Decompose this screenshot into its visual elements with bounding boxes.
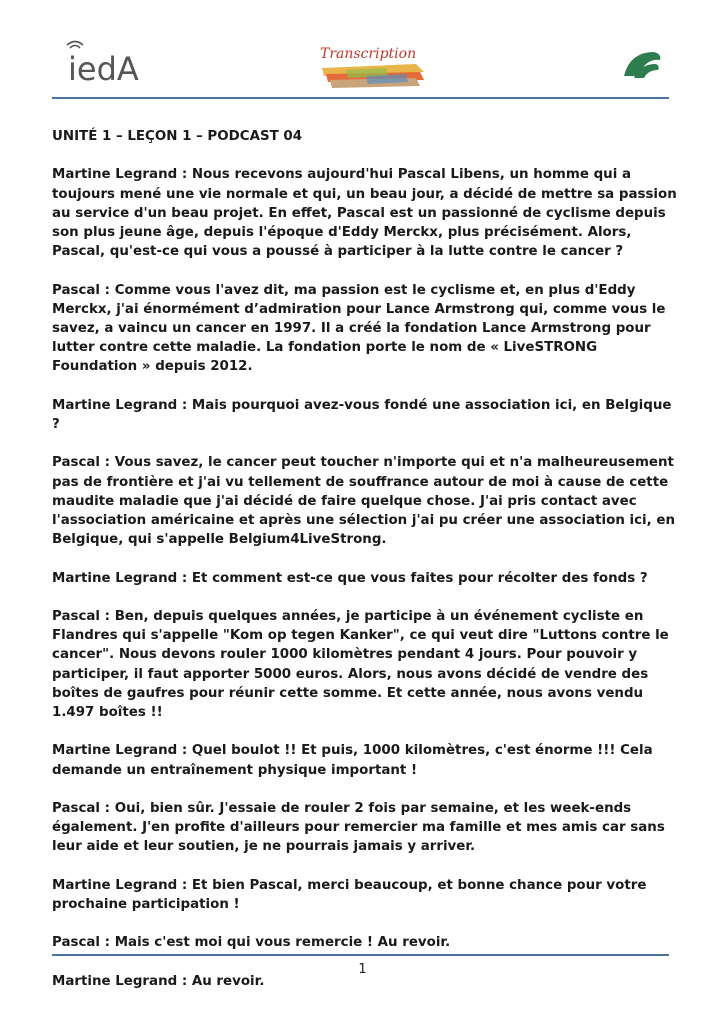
footer-divider bbox=[52, 954, 669, 956]
ieda-logo-text: iedA bbox=[68, 50, 139, 88]
paragraph: Martine Legrand : Et comment est-ce que vous faites pour récolter des fonds ? bbox=[52, 570, 648, 586]
pencils-icon bbox=[322, 64, 424, 88]
paragraph: Pascal : Comme vous l'avez dit, ma passion est le cyclisme et, en plus d'Eddy Merckx, j'ai énormément d’admiration pour Lance Armstrong qui, comme vous le savez, a vaincu un cancer en 1997. Il a créé la fondation Lance Armstrong pour lutter contre cette maladie. La fondation porte le nom de « LiveSTRONG Foundation » depuis 2012. bbox=[52, 282, 666, 375]
transcription-logo bbox=[316, 42, 428, 90]
paragraph: Pascal : Mais c'est moi qui vous remercie ! Au revoir. bbox=[52, 935, 451, 951]
paragraph: Martine Legrand : Nous recevons aujourd'hui Pascal Libens, un homme qui a toujours mené une vie normale et qui, un beau jour, a décidé de mettre sa passion au service d'un beau projet. En effet, Pascal est un passionné de cyclisme depuis son plus jeune âge, depuis l'époque d'Eddy Merckx, plus précisément. Alors, Pascal, qu'est-ce qui vous a poussé à participer à la lutte contre le cancer ? bbox=[52, 167, 677, 260]
junta-andalucia-logo-icon bbox=[620, 46, 666, 82]
paragraph: Martine Legrand : Quel boulot !! Et puis, 1000 kilomètres, c'est énorme !!! Cela demande un entraînement physique important ! bbox=[52, 743, 653, 778]
transcript-body bbox=[52, 127, 677, 1010]
paragraph: Pascal : Ben, depuis quelques années, je participe à un événement cycliste en Flandres qui s'appelle "Kom op tegen Kanker", ce qui veut dire "Luttons contre le cancer". Nous devons rouler 1000 kilomètres pendant 4 jours. Pour pouvoir y participer, il faut apporter 5000 euros. Alors, nous avons décidé de vendre des boîtes de gaufres pour réunir cette somme. Et cette année, nous avons vendu 1.497 boîtes !! bbox=[52, 608, 669, 720]
page-number: 1 bbox=[358, 962, 367, 977]
page-header bbox=[0, 0, 725, 100]
header-divider bbox=[52, 97, 669, 99]
paragraph: Pascal : Vous savez, le cancer peut toucher n'importe qui et n'a malheureusement pas de frontière et j'ai vu tellement de souffrance autour de moi à cause de cette maudite maladie que j'ai décidé de faire quelque chose. J'ai pris contact avec l'association américaine et après une sélection j'ai pu créer une association ici, en Belgique, qui s'appelle Belgium4LiveStrong. bbox=[52, 455, 676, 548]
ieda-logo bbox=[64, 40, 164, 88]
paragraph: Pascal : Oui, bien sûr. J'essaie de rouler 2 fois par semaine, et les week-ends également. J'en profite d'ailleurs pour remercier ma famille et mes amis car sans leur aide et leur soutien, je ne pourrais jamais y arriver. bbox=[52, 800, 665, 855]
transcription-logo-text: Transcription bbox=[320, 46, 417, 62]
paragraph: Martine Legrand : Au revoir. bbox=[52, 973, 265, 989]
paragraph: Martine Legrand : Et bien Pascal, merci beaucoup, et bonne chance pour votre prochaine participation ! bbox=[52, 877, 647, 912]
document-title: UNITÉ 1 – LEÇON 1 – PODCAST 04 bbox=[52, 129, 303, 144]
paragraph: Martine Legrand : Mais pourquoi avez-vous fondé une association ici, en Belgique ? bbox=[52, 397, 672, 432]
